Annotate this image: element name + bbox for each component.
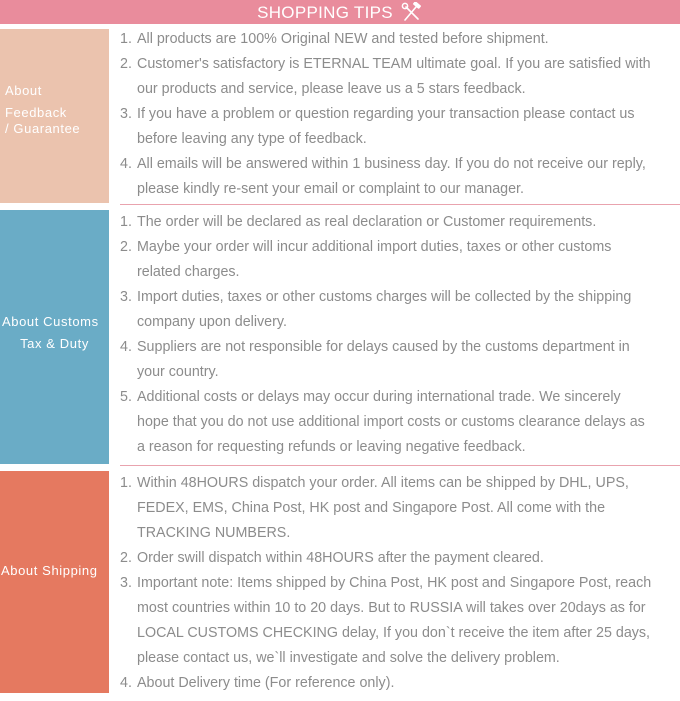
list-item-text: Customer's satisfactory is ETERNAL TEAM ultimate goal. If you are satisfied with	[137, 56, 651, 72]
list-item-text: TRACKING NUMBERS.	[137, 525, 291, 541]
side-label-line: / Guarantee	[5, 121, 81, 136]
customs-list	[120, 210, 680, 460]
list-item-text: please kindly re-sent your email or complaint to our manager.	[137, 181, 525, 197]
shipping-side-panel	[0, 471, 109, 693]
list-item-text: All products are 100% Original NEW and tested before shipment.	[137, 31, 549, 47]
list-item-text: Important note: Items shipped by China Post, HK post and Singapore Post, reach	[137, 575, 652, 591]
customs-section	[0, 210, 680, 464]
shipping-section	[0, 471, 680, 693]
side-label-line: Tax & Duty	[20, 336, 89, 351]
list-item-text: before leaving any type of feedback.	[137, 131, 367, 147]
list-item: 4. Suppliers are not responsible for delays caused by the customs department in your country.	[120, 339, 630, 380]
page-title: SHOPPING TIPS	[257, 2, 393, 22]
list-item: 1. All products are 100% Original NEW and tested before shipment.	[120, 31, 549, 47]
feedback-side-panel	[0, 29, 109, 203]
list-item-text: related charges.	[137, 264, 240, 280]
list-item-text: your country.	[137, 364, 219, 380]
list-item-text: LOCAL CUSTOMS CHECKING delay, If you don`t receive the item after 25 days,	[137, 625, 651, 641]
list-item-text: If you have a problem or question regarding your transaction please contact us	[137, 106, 635, 122]
list-item-text: Suppliers are not responsible for delays caused by the customs department in	[137, 339, 630, 355]
list-item-text: please contact us, we`ll investigate and solve the delivery problem.	[137, 650, 560, 666]
side-label-line: About	[5, 83, 42, 98]
list-item: 3. Important note: Items shipped by China Post, HK post and Singapore Post, reach most countries within 10 to 20 days. But to RUSSIA will takes over 20days as for LOCAL CUSTOMS CHECKING delay, If you don`t receive the item after 25 days, please contact us, we`ll investigate and solve the delivery problem.	[120, 575, 652, 666]
shopping-tips-header	[0, 0, 680, 24]
list-item: 1. The order will be declared as real declaration or Customer requirements.	[120, 214, 597, 230]
list-item-text: most countries within 10 to 20 days. But to RUSSIA will takes over 20days as for	[137, 600, 646, 616]
list-item: 3. Import duties, taxes or other customs charges will be collected by the shipping company upon delivery.	[120, 289, 632, 330]
customs-side-panel	[0, 210, 109, 464]
list-item-text: About Delivery time (For reference only).	[137, 675, 395, 691]
list-item-text: Import duties, taxes or other customs charges will be collected by the shipping	[137, 289, 632, 305]
list-item-text: The order will be declared as real declaration or Customer requirements.	[137, 214, 597, 230]
list-item: 3. If you have a problem or question regarding your transaction please contact us before leaving any type of feedback.	[120, 106, 635, 147]
list-item: 4. All emails will be answered within 1 business day. If you do not receive our reply, please kindly re-sent your email or complaint to our manager.	[120, 156, 646, 197]
list-item-text: FEDEX, EMS, China Post, HK post and Singapore Post. All come with the	[137, 500, 606, 516]
list-item: 4. About Delivery time (For reference only).	[120, 675, 395, 691]
list-item-text: All emails will be answered within 1 business day. If you do not receive our reply,	[137, 156, 646, 172]
list-item: 2. Order swill dispatch within 48HOURS after the payment cleared.	[120, 550, 544, 566]
section-divider	[120, 465, 680, 466]
list-item-text: hope that you do not use additional import costs or customs clearance delays as	[137, 414, 645, 430]
feedback-list	[120, 27, 680, 202]
shipping-list	[120, 471, 680, 696]
hammer-wrench-icon	[401, 2, 423, 22]
list-item-text: a reason for requesting refunds or leaving negative feedback.	[137, 439, 526, 455]
list-item-text: Within 48HOURS dispatch your order. All items can be shipped by DHL, UPS,	[137, 475, 629, 491]
list-item: 1. Within 48HOURS dispatch your order. All items can be shipped by DHL, UPS, FEDEX, EMS, China Post, HK post and Singapore Post. All come with the TRACKING NUMBERS.	[120, 475, 629, 541]
list-item-text: Order swill dispatch within 48HOURS after the payment cleared.	[137, 550, 544, 566]
list-item-text: company upon delivery.	[137, 314, 287, 330]
list-item-text: our products and service, please leave us a 5 stars feedback.	[137, 81, 526, 97]
feedback-section	[0, 29, 680, 203]
list-item: 5. Additional costs or delays may occur during international trade. We sincerely hope that you do not use additional import costs or customs clearance delays as a reason for requesting refunds or leaving negative feedback.	[120, 389, 645, 455]
list-item: 2. Maybe your order will incur additional import duties, taxes or other customs related charges.	[120, 239, 612, 280]
list-item-text: Maybe your order will incur additional import duties, taxes or other customs	[137, 239, 612, 255]
side-label-line: Feedback	[5, 105, 67, 120]
list-item-text: Additional costs or delays may occur during international trade. We sincerely	[137, 389, 621, 405]
side-label-line: About Shipping	[1, 563, 98, 578]
side-label-line: About Customs	[2, 314, 99, 329]
list-item: 2. Customer's satisfactory is ETERNAL TEAM ultimate goal. If you are satisfied with our products and service, please leave us a 5 stars feedback.	[120, 56, 651, 97]
section-divider	[120, 204, 680, 205]
